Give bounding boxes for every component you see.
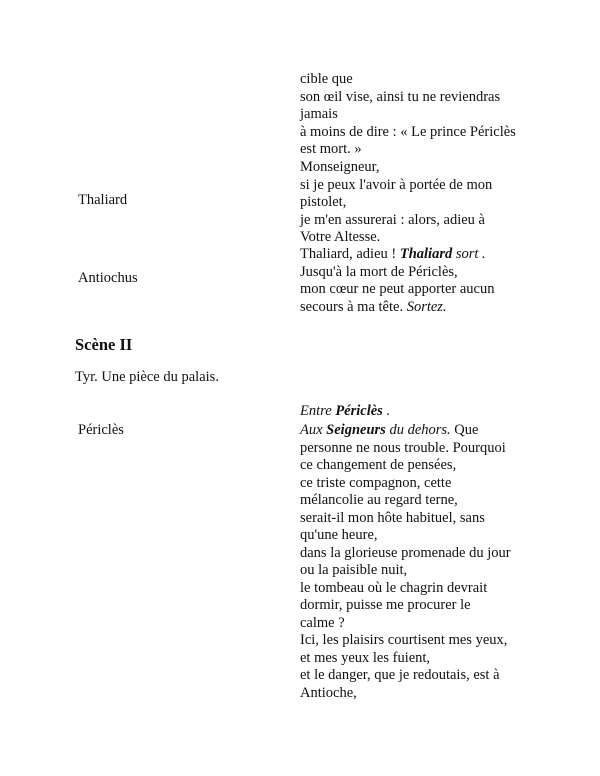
speaker-antiochus: Antiochus (78, 270, 138, 286)
dialogue-block-thaliard (300, 159, 540, 247)
dialogue-line: Ici, les plaisirs courtisent mes yeux, (300, 632, 508, 648)
dialogue-text: Thaliard, adieu ! (300, 246, 400, 262)
dialogue-block-pericles (300, 422, 540, 702)
speaker-pericles: Périclès (78, 422, 124, 438)
stage-direction: . (382, 403, 391, 419)
dialogue-line (300, 422, 540, 440)
stage-direction: sort . (452, 246, 486, 262)
dialogue-line: dormir, puisse me procurer le (300, 597, 471, 613)
dialogue-line: je m'en assurerai : alors, adieu à (300, 211, 485, 228)
dialogue-line: est mort. » (300, 141, 362, 157)
dialogue-line: le tombeau où le chagrin devrait (300, 579, 488, 596)
dialogue-line: jamais (300, 106, 338, 122)
dialogue-line: Monseigneur, (300, 159, 380, 175)
dialogue-line (300, 299, 540, 317)
entrance-stage-direction (300, 403, 540, 421)
speaker-thaliard: Thaliard (78, 192, 128, 208)
dialogue-text: Que (450, 422, 479, 438)
dialogue-line: ou la paisible nuit, (300, 562, 408, 578)
stage-direction: Entre (300, 403, 336, 419)
dialogue-line: si je peux l'avoir à portée de mon (300, 176, 493, 193)
stage-direction-name: Périclès (335, 403, 383, 419)
dialogue-line: cible que (300, 71, 353, 87)
stage-direction: du dehors. (385, 422, 451, 438)
dialogue-line: son œil vise, ainsi tu ne reviendras (300, 88, 501, 105)
dialogue-line: ce changement de pensées, (300, 457, 457, 473)
dialogue-block-antiochus (300, 246, 540, 316)
stage-direction: Sortez. (406, 298, 447, 315)
dialogue-text: secours à ma tête. (300, 298, 407, 315)
dialogue-line: mon cœur ne peut apporter aucun (300, 281, 495, 297)
dialogue-line: serait-il mon hôte habituel, sans (300, 509, 485, 526)
dialogue-line: ce triste compagnon, cette (300, 474, 452, 491)
dialogue-line: calme ? (300, 614, 345, 631)
dialogue-line: et le danger, que je redoutais, est à (300, 667, 500, 683)
dialogue-line: pistolet, (300, 194, 347, 210)
dialogue-line: dans la glorieuse promenade du jour (300, 544, 511, 561)
stage-direction: Aux (300, 422, 327, 438)
dialogue-block-continuation (300, 71, 540, 159)
dialogue-line (300, 246, 540, 264)
stage-direction-name: Thaliard (399, 246, 453, 262)
dialogue-line: qu'une heure, (300, 527, 378, 543)
scene-setting: Tyr. Une pièce du palais. (75, 369, 219, 385)
dialogue-line: à moins de dire : « Le prince Périclès (300, 123, 516, 140)
stage-direction-name: Seigneurs (326, 422, 386, 438)
stage-direction-line (300, 403, 540, 421)
dialogue-line: Jusqu'à la mort de Périclès, (300, 263, 458, 280)
dialogue-line: personne ne nous trouble. Pourquoi (300, 439, 506, 456)
dialogue-line: et mes yeux les fuient, (300, 649, 431, 666)
dialogue-line: Antioche, (300, 684, 357, 701)
scene-title: Scène II (75, 335, 133, 354)
dialogue-line: Votre Altesse. (300, 229, 381, 245)
dialogue-line: mélancolie au regard terne, (300, 492, 458, 508)
